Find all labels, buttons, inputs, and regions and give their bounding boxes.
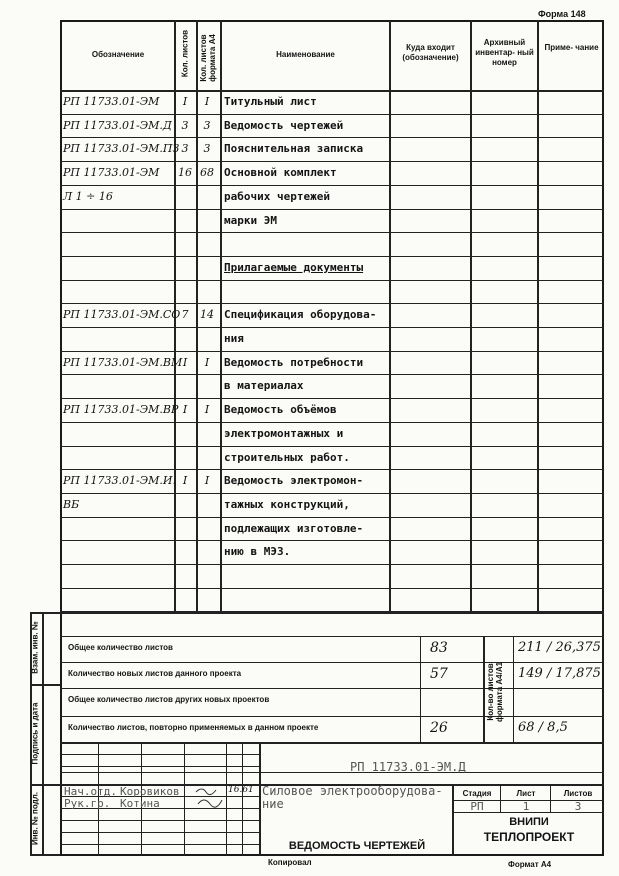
row-a4-count: 68 xyxy=(200,166,214,180)
tb-sheets-label: Листов xyxy=(563,789,593,798)
row-designation: РП 11733.01-ЭМ xyxy=(63,95,160,108)
totals-label: Общее количество листов других новых проектов xyxy=(68,695,270,704)
row-name: Ведомость объёмов xyxy=(224,403,337,417)
row-a4-count: 3 xyxy=(203,118,211,132)
format-label: Формат А4 xyxy=(508,860,552,869)
margin-orig-inv: Инв. № подл. xyxy=(30,791,40,846)
row-divider xyxy=(60,422,604,423)
row-designation: РП 11733.01-ЭМ.ПЗ xyxy=(63,142,180,156)
row-designation: Л 1 ÷ 16 xyxy=(63,189,113,203)
row-sheet-count: 7 xyxy=(181,308,189,322)
header-note: Приме- чание xyxy=(544,43,599,52)
copied-label: Копировал xyxy=(268,858,312,867)
tb-divider xyxy=(60,820,260,821)
row-divider xyxy=(60,114,604,115)
tb-col xyxy=(259,742,261,856)
totals-divider xyxy=(60,636,604,637)
row-divider xyxy=(60,564,604,565)
col-divider xyxy=(220,20,222,612)
row-divider xyxy=(60,137,604,138)
row-divider xyxy=(60,209,604,210)
row-name: в материалах xyxy=(224,379,304,393)
tb-stage: РП xyxy=(470,800,484,813)
col-divider xyxy=(470,20,472,612)
totals-a4: 149 / 17,875 xyxy=(518,666,601,681)
tb-divider xyxy=(60,844,260,845)
row-divider xyxy=(60,185,604,186)
totals-sheets: 83 xyxy=(430,640,448,656)
row-name: Спецификация оборудова- xyxy=(224,308,377,322)
row-divider xyxy=(60,232,604,233)
row-divider xyxy=(60,588,604,589)
row-a4-count: I xyxy=(204,403,210,417)
tb-sheets: 3 xyxy=(574,800,582,813)
row-divider xyxy=(60,161,604,162)
row-divider xyxy=(60,469,604,470)
col-divider xyxy=(389,20,391,612)
row-sheet-count: I xyxy=(182,403,188,417)
totals-label: Количество листов, повторно применяемых в данном проекте xyxy=(68,723,319,732)
row-designation: РП 11733.01-ЭМ.СО xyxy=(63,308,181,322)
row-a4-count: I xyxy=(204,95,210,108)
totals-divider xyxy=(60,662,604,663)
tb-col xyxy=(184,742,185,856)
tb-divider xyxy=(60,754,260,755)
row-a4-count: I xyxy=(204,474,210,488)
tb-org1: ВНИПИ xyxy=(509,816,549,828)
totals-label: Общее количество листов xyxy=(68,643,173,652)
row-designation: РП 11733.01-ЭМ.И. xyxy=(63,474,176,488)
tb-signer-name-1: Коровиков xyxy=(120,785,180,798)
form-label: Форма 148 xyxy=(538,9,586,19)
row-name: Прилагаемые документы xyxy=(224,260,364,274)
row-a4-count: I xyxy=(204,355,210,369)
header-where-included: Куда входит (обозначение) xyxy=(402,43,459,62)
row-name: рабочих чертежей xyxy=(224,189,330,203)
row-divider xyxy=(60,280,604,281)
row-sheet-count: 16 xyxy=(178,166,192,180)
row-name: нию в МЭЗ. xyxy=(224,545,291,559)
totals-sheets: 57 xyxy=(430,666,448,682)
row-designation: РП 11733.01-ЭМ.ВР xyxy=(63,403,179,417)
tb-date: 16.61 xyxy=(228,785,254,795)
tb-col xyxy=(500,784,501,812)
row-sheet-count: 3 xyxy=(181,118,189,132)
row-divider xyxy=(60,327,604,328)
tb-sheet-label: Лист xyxy=(516,789,536,798)
tb-project-name: Силовое электрооборудова- ние xyxy=(262,784,443,811)
tb-signer-role-1: Нач.отд. xyxy=(64,785,117,798)
row-name: Пояснительная записка xyxy=(224,142,364,156)
header-divider xyxy=(60,90,604,92)
row-name: Основной комплект xyxy=(224,166,337,180)
totals-sheets: 26 xyxy=(430,720,448,736)
tb-divider xyxy=(60,832,260,833)
totals-col-divider xyxy=(483,636,485,742)
row-divider xyxy=(60,493,604,494)
tb-org2: ТЕПЛОПРОЕКТ xyxy=(483,830,575,844)
row-divider xyxy=(60,256,604,257)
totals-divider xyxy=(60,716,604,717)
totals-top-divider xyxy=(60,612,604,614)
row-divider xyxy=(60,398,604,399)
row-a4-count: 3 xyxy=(203,142,211,156)
row-divider xyxy=(60,540,604,541)
row-divider xyxy=(60,303,604,304)
header-a4-count: Кол. листов формата А4 xyxy=(199,34,217,82)
row-name: электромонтажных и xyxy=(224,426,344,440)
tb-col xyxy=(550,784,551,812)
row-name: подлежащих изготовле- xyxy=(224,521,364,535)
row-name: строительных работ. xyxy=(224,450,350,464)
totals-a4: 68 / 8,5 xyxy=(518,720,568,735)
row-sheet-count: I xyxy=(182,95,188,108)
margin-sign-date: Подпись и дата xyxy=(30,702,40,765)
row-designation: РП 11733.01-ЭМ xyxy=(63,166,160,180)
header-sheet-count: Кол. листов xyxy=(180,29,190,78)
tb-signer-role-2: Рук.гр. xyxy=(64,797,111,810)
tb-stage-label: Стадия xyxy=(462,789,492,798)
margin-replace-inv: Взам. инв. № xyxy=(30,621,40,674)
tb-doc-title: ВЕДОМОСТЬ ЧЕРТЕЖЕЙ xyxy=(288,840,426,852)
header-name: Наименование xyxy=(276,50,335,59)
row-sheet-count: I xyxy=(182,355,188,369)
row-divider xyxy=(60,351,604,352)
row-name: ния xyxy=(224,332,244,345)
header-designation: Обозначение xyxy=(91,50,145,59)
row-name: тажных конструкций, xyxy=(224,497,350,511)
tb-divider xyxy=(60,766,260,767)
totals-col-divider xyxy=(513,636,514,742)
row-a4-count: 14 xyxy=(200,308,214,322)
totals-divider xyxy=(60,688,604,689)
totals-side-label: Кол-во листов формата А4/А1 xyxy=(486,661,504,723)
row-designation: РП 11733.01-ЭМ.Д xyxy=(63,118,172,132)
signature-icon xyxy=(194,784,226,808)
row-name: Титульный лист xyxy=(224,95,317,108)
row-divider xyxy=(60,374,604,375)
row-divider xyxy=(60,446,604,447)
row-name: Ведомость потребности xyxy=(224,355,364,369)
margin-strip-border xyxy=(42,612,44,856)
tb-signer-name-2: Котина xyxy=(120,797,160,810)
totals-label: Количество новых листов данного проекта xyxy=(68,669,242,678)
row-designation: ВБ xyxy=(63,497,80,511)
totals-a4: 211 / 26,375 xyxy=(518,640,601,655)
row-designation: РП 11733.01-ЭМ.ВМ xyxy=(63,355,183,369)
margin-strip-divider xyxy=(30,854,60,856)
row-sheet-count: 3 xyxy=(181,142,189,156)
col-divider xyxy=(537,20,539,612)
row-sheet-count: I xyxy=(182,474,188,488)
header-archive: Архивный инвентар- ный номер xyxy=(475,38,534,67)
tb-col xyxy=(242,742,243,856)
tb-sheet: 1 xyxy=(522,800,530,813)
row-divider xyxy=(60,517,604,518)
totals-col-divider xyxy=(420,636,421,742)
row-name: марки ЭМ xyxy=(224,213,277,227)
row-name: Ведомость чертежей xyxy=(224,118,344,132)
tb-col xyxy=(226,742,227,856)
row-name: Ведомость электромон- xyxy=(224,474,364,488)
tb-code: РП 11733.01-ЭМ.Д xyxy=(350,760,466,774)
